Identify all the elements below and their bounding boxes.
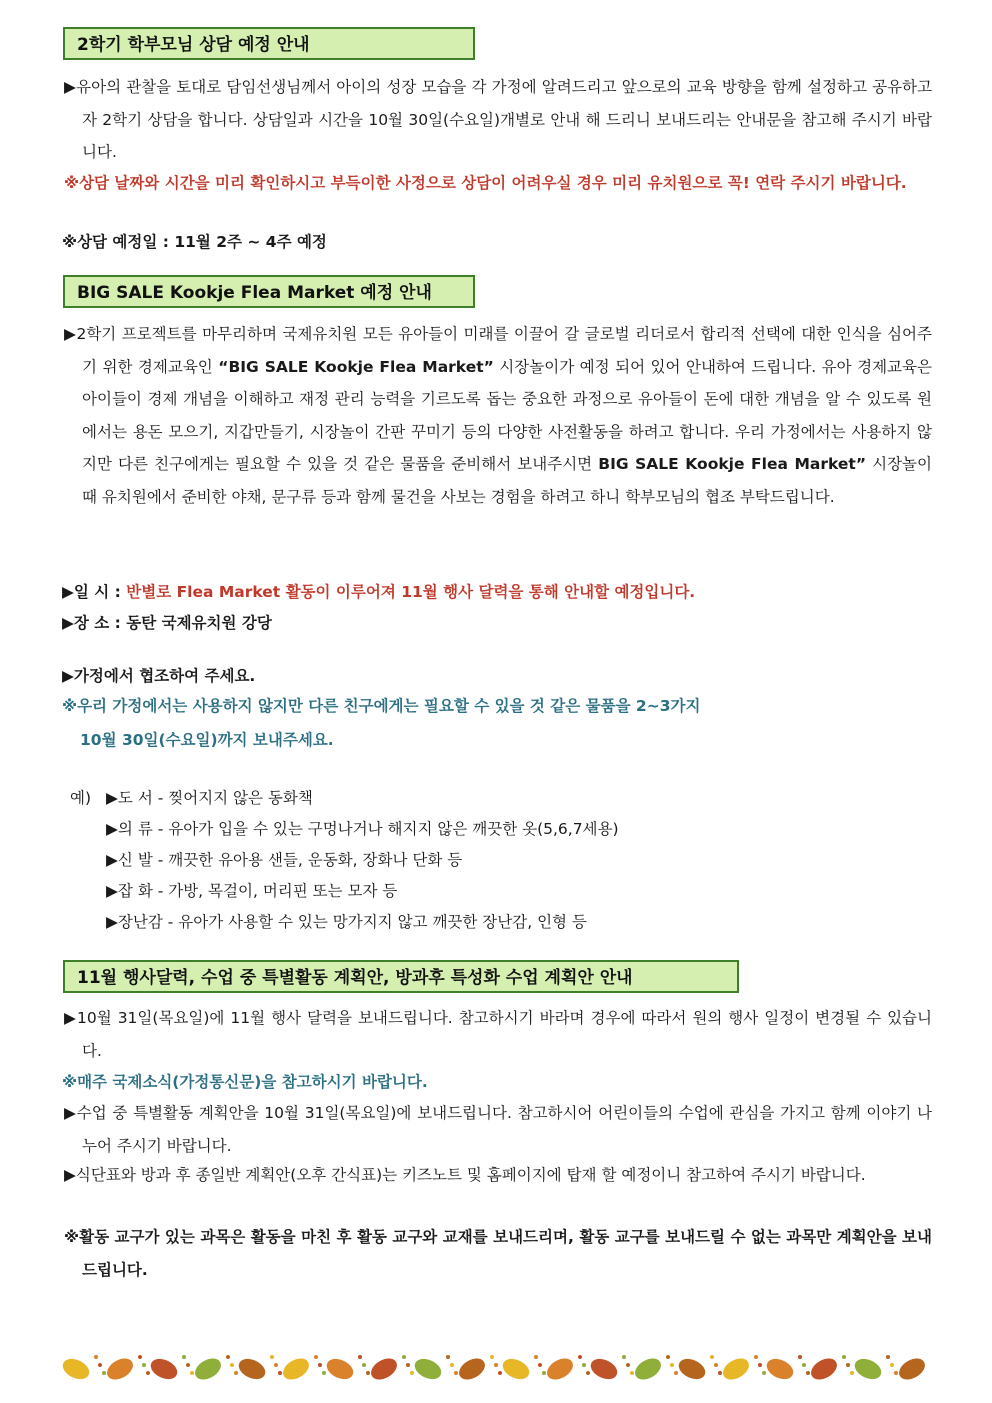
berry-icon <box>366 1371 370 1375</box>
berry-icon <box>446 1355 450 1359</box>
berry-icon <box>718 1371 722 1375</box>
berry-icon <box>274 1363 278 1367</box>
berry-icon <box>98 1363 102 1367</box>
berry-icon <box>578 1355 582 1359</box>
berry-icon <box>270 1355 274 1359</box>
berry-icon <box>670 1363 674 1367</box>
berry-icon <box>94 1355 98 1359</box>
example-item-books: ▶도 서 - 찢어지지 않은 동화책 <box>106 789 313 807</box>
leaf-icon <box>895 1354 928 1384</box>
section-header-november-plans: 11월 행사달력, 수업 중 특별활동 계획안, 방과후 특성화 수업 계획안 안내 <box>63 960 739 993</box>
berry-icon <box>842 1355 846 1359</box>
leaf-icon <box>191 1354 224 1384</box>
example-item-clothes: ▶의 류 - 유아가 입을 수 있는 구멍나거나 해지지 않은 깨끗한 옷(5,6,7세용) <box>106 820 619 838</box>
leaf-icon <box>807 1354 840 1384</box>
berry-icon <box>890 1363 894 1367</box>
materials-note: ※활동 교구가 있는 과목은 활동을 마친 후 활동 교구와 교재를 보내드리며, 활동 교구를 보내드릴 수 없는 과목만 계획안을 보내드립니다. <box>64 1228 932 1279</box>
berry-icon <box>534 1355 538 1359</box>
flea-market-event-name: “BIG SALE Kookje Flea Market” <box>218 357 494 376</box>
section-header-flea-market: BIG SALE Kookje Flea Market 예정 안내 <box>63 275 475 308</box>
meal-plan-paragraph: ▶식단표와 방과 후 종일반 계획안(오후 간식표)는 키즈노트 및 홈페이지에 탑재 할 예정이니 참고하여 주시기 바랍니다. <box>64 1166 866 1184</box>
berry-icon <box>850 1371 854 1375</box>
berry-icon <box>586 1371 590 1375</box>
berry-icon <box>278 1371 282 1375</box>
berry-icon <box>450 1363 454 1367</box>
leaf-icon <box>588 1355 621 1383</box>
berry-icon <box>406 1363 410 1367</box>
where-value: 동탄 국제유치원 강당 <box>126 614 272 632</box>
when-label: ▶일 시 : <box>62 583 127 601</box>
flea-market-event-name-2: BIG SALE Kookje Flea Market” <box>598 455 867 473</box>
leaf-decorations <box>62 1354 930 1384</box>
berry-icon <box>582 1363 586 1367</box>
berry-icon <box>538 1363 542 1367</box>
berry-icon <box>762 1371 766 1375</box>
berry-icon <box>542 1371 546 1375</box>
leaf-icon <box>455 1354 488 1384</box>
berry-icon <box>806 1371 810 1375</box>
berry-icon <box>674 1371 678 1375</box>
example-prefix: 예) <box>70 789 92 807</box>
berry-icon <box>710 1355 714 1359</box>
berry-icon <box>802 1363 806 1367</box>
consultation-paragraph: ▶유아의 관찰을 토대로 담임선생님께서 아이의 성장 모습을 각 가정에 알려드리고 앞으로의 교육 방향을 함께 설정하고 공유하고자 2학기 상담을 합니다. 상담일과 시간을 10월 30일(수요일)개별로 안내 해 드리니 보내드리는 안내문을 참고해 주시기 바랍니다. <box>64 78 932 161</box>
berry-icon <box>322 1371 326 1375</box>
leaf-icon <box>367 1354 400 1384</box>
leaf-icon <box>764 1355 797 1383</box>
berry-icon <box>666 1355 670 1359</box>
berry-icon <box>318 1363 322 1367</box>
section-header-consultation: 2학기 학부모님 상담 예정 안내 <box>63 27 475 60</box>
flea-market-text-a: ▶2학기 프로젝트를 마무리하며 국제유치원 모든 유아들이 미래를 이끌어 갈 글로벌 리더로서 합리적 선택에 대한 인식을 심어주기 위한 경제교육인 <box>64 325 932 376</box>
berry-icon <box>626 1363 630 1367</box>
berry-icon <box>146 1371 150 1375</box>
leaf-icon <box>412 1355 445 1383</box>
berry-icon <box>362 1363 366 1367</box>
leaf-icon <box>236 1355 269 1383</box>
flea-market-where <box>62 607 272 639</box>
weekly-newsletter-note: ※매주 국제소식(가정통신문)을 참고하시기 바랍니다. <box>62 1073 428 1091</box>
cooperation-heading: ▶가정에서 협조하여 주세요. <box>62 667 256 685</box>
berry-icon <box>182 1355 186 1359</box>
when-value: 반별로 Flea Market 활동이 이루어져 11월 행사 달력을 통해 안내할 예정입니다. <box>126 583 696 601</box>
berry-icon <box>494 1363 498 1367</box>
leaf-icon <box>631 1354 664 1384</box>
flea-market-text-c: 시장놀이가 예정 되어 있어 안내하여 드립니다. 유아 경제교육은 아이들이 경제 개념을 이해하고 재정 관리 능력을 기르도록 돕는 중요한 과정으로 유아들이 돈에 대한 개념을 알 수 있도록 원에서는 용돈 모으기, 지갑만들기, 시장놀이 간판 꾸미기 등의 다양한 사전활동을 하려고 합니다. 우리 가정에서는 사용하지 않지만 다른 친구에게는 필요할 수 있을 것 같은 물품을 준비해서 보내주시면 <box>82 357 932 473</box>
example-item-shoes: ▶신 발 - 깨끗한 유아용 샌들, 운동화, 장화나 단화 등 <box>106 851 463 869</box>
berry-icon <box>410 1371 414 1375</box>
berry-icon <box>138 1355 142 1359</box>
november-calendar-paragraph: ▶10월 31일(목요일)에 11월 행사 달력을 보내드립니다. 참고하시기 바라며 경우에 따라서 원의 행사 일정이 변경될 수 있습니다. <box>64 1009 932 1060</box>
cooperation-note-line2: 10월 30일(수요일)까지 보내주세요. <box>80 731 334 749</box>
berry-icon <box>714 1363 718 1367</box>
where-label: ▶장 소 : <box>62 614 127 632</box>
consultation-schedule-note: ※상담 예정일 : 11월 2주 ~ 4주 예정 <box>62 233 327 251</box>
berry-icon <box>226 1355 230 1359</box>
leaf-icon <box>543 1354 576 1384</box>
berry-icon <box>454 1371 458 1375</box>
berry-icon <box>490 1355 494 1359</box>
special-activity-paragraph: ▶수업 중 특별활동 계획안을 10월 31일(목요일)에 보내드립니다. 참고하시어 어린이들의 수업에 관심을 가지고 함께 이야기 나누어 주시기 바랍니다. <box>64 1104 932 1155</box>
berry-icon <box>102 1371 106 1375</box>
leaf-icon <box>103 1354 136 1384</box>
leaf-icon <box>719 1354 752 1384</box>
berry-icon <box>894 1371 898 1375</box>
consultation-note-contact: ※상담 날짜와 시간을 미리 확인하시고 부득이한 사정으로 상담이 어려우실 경우 미리 유치원으로 꼭! 연락 주시기 바랍니다. <box>64 174 907 192</box>
cooperation-note-line1: ※우리 가정에서는 사용하지 않지만 다른 친구에게는 필요할 수 있을 것 같은 물품을 2~3가지 <box>62 697 701 715</box>
berry-icon <box>190 1371 194 1375</box>
berry-icon <box>230 1363 234 1367</box>
berry-icon <box>498 1371 502 1375</box>
berry-icon <box>886 1355 890 1359</box>
berry-icon <box>234 1371 238 1375</box>
berry-icon <box>314 1355 318 1359</box>
berry-icon <box>142 1363 146 1367</box>
berry-icon <box>846 1363 850 1367</box>
leaf-icon <box>676 1355 709 1383</box>
autumn-leaves-border <box>62 1347 930 1387</box>
example-item-toys: ▶장난감 - 유아가 사용할 수 있는 망가지지 않고 깨끗한 장난감, 인형 등 <box>106 913 587 931</box>
flea-market-text-e: 시장놀이 때 유치원에서 준비한 야채, 문구류 등과 함께 물건을 사보는 경험을 하려고 하니 학부모님의 협조 부탁드립니다. <box>82 455 933 506</box>
berry-icon <box>758 1363 762 1367</box>
berry-icon <box>622 1355 626 1359</box>
berry-icon <box>186 1363 190 1367</box>
flea-market-paragraph <box>62 318 932 513</box>
berry-icon <box>630 1371 634 1375</box>
leaf-icon <box>324 1355 357 1383</box>
leaf-icon <box>500 1355 533 1383</box>
flea-market-when <box>62 576 695 608</box>
example-item-accessories: ▶잡 화 - 가방, 목걸이, 머리핀 또는 모자 등 <box>106 882 398 900</box>
leaf-icon <box>279 1354 312 1384</box>
berry-icon <box>754 1355 758 1359</box>
berry-icon <box>402 1355 406 1359</box>
leaf-icon <box>852 1355 885 1383</box>
berry-icon <box>798 1355 802 1359</box>
berry-icon <box>358 1355 362 1359</box>
leaf-icon <box>62 1355 92 1383</box>
leaf-icon <box>148 1355 181 1383</box>
